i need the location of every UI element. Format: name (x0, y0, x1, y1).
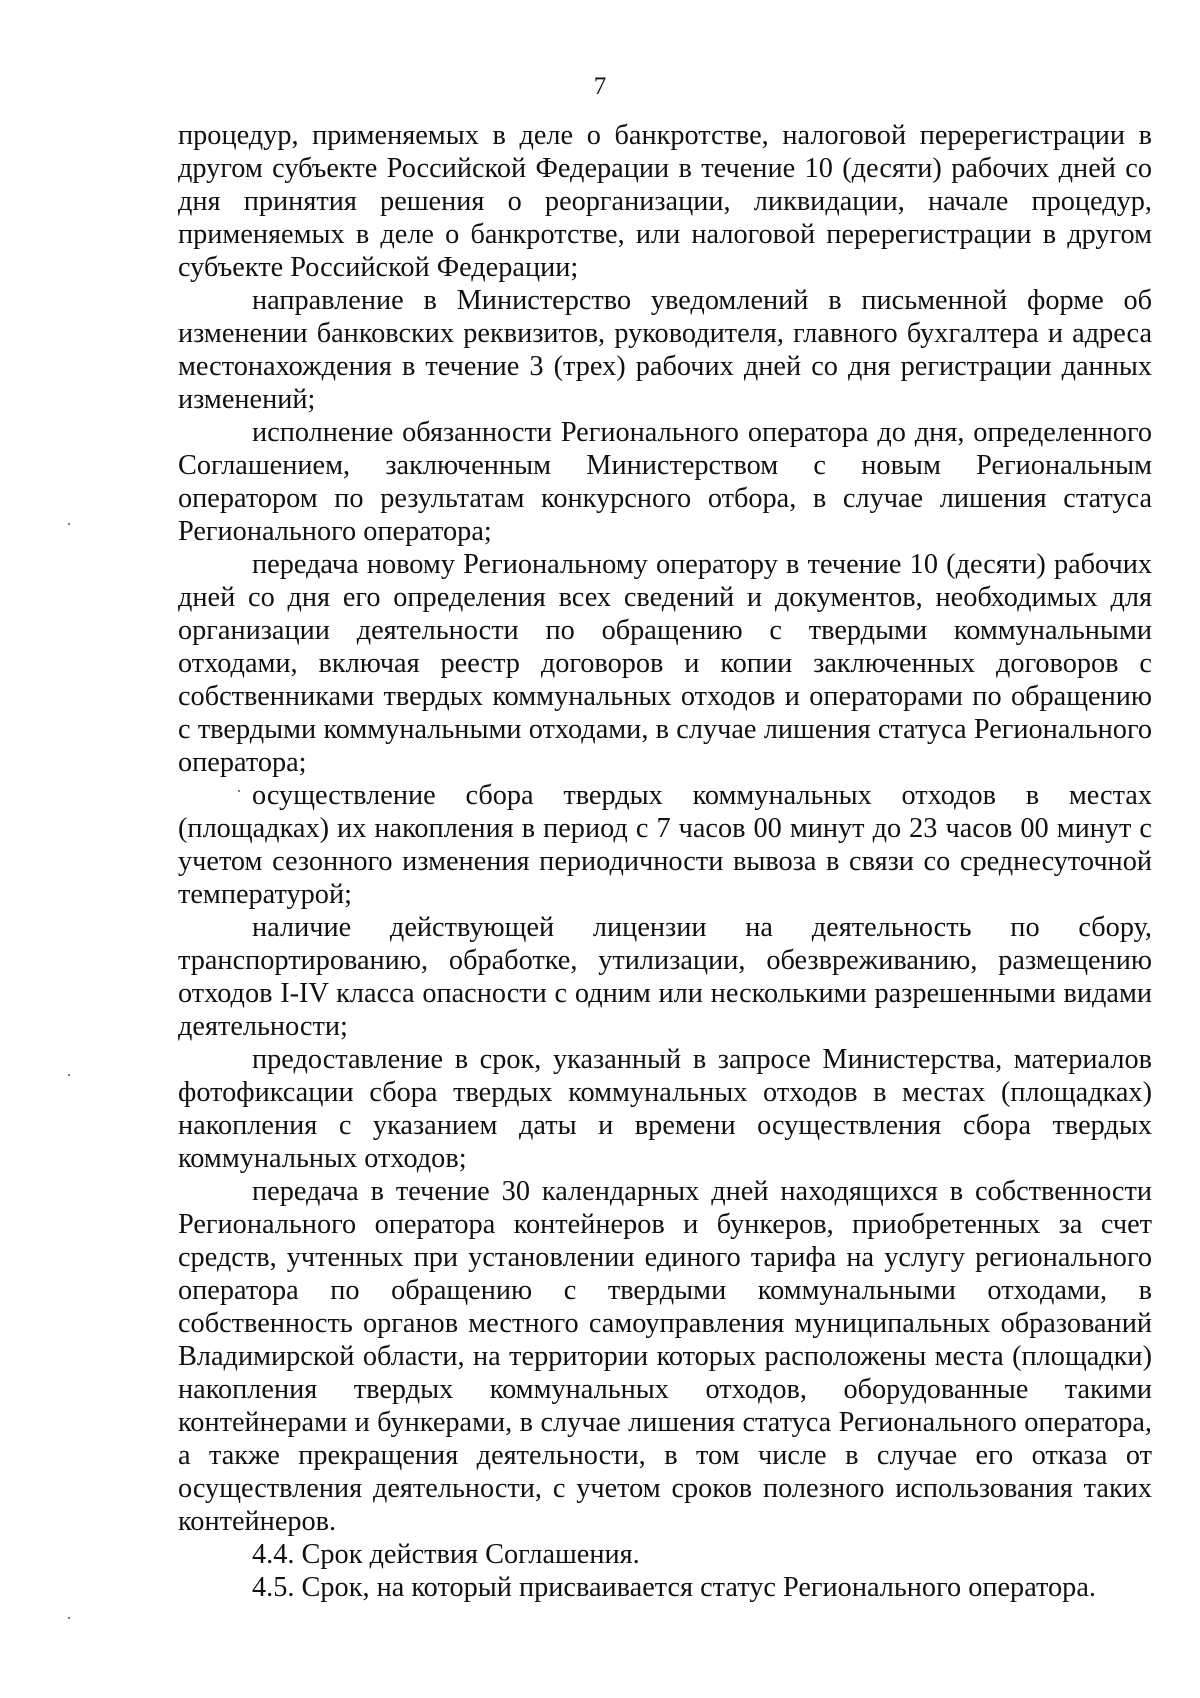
page-number: 7 (593, 73, 607, 100)
scan-speck (68, 523, 70, 525)
paragraph: предоставление в срок, указанный в запросе Министерства, материалов фотофиксации сбора твердых коммунальных отходов в местах (площадках) накопления с указанием даты и времени осуществления сбора твердых коммунальных отходов; (178, 1044, 1152, 1174)
paragraph: процедур, применяемых в деле о банкротстве, налоговой перерегистрации в другом субъекте Российской Федерации в течение 10 (десяти) рабочих дней со дня принятия решения о реорганизации, ликвидации, начале процедур, применяемых в деле о банкротстве, или налоговой перерегистрации в другом субъекте Российской Федерации; (178, 120, 1152, 283)
scan-speck (238, 790, 240, 792)
paragraph: наличие действующей лицензии на деятельность по сбору, транспортированию, обработке, утилизации, обезвреживанию, размещению отходов I-IV класса опасности с одним или несколькими разрешенными видами деятельности; (178, 912, 1152, 1042)
paragraph: 4.4. Срок действия Соглашения. (252, 1539, 640, 1570)
paragraph: направление в Министерство уведомлений в письменной форме об изменении банковских реквизитов, руководителя, главного бухгалтера и адреса местонахождения в течение 3 (трех) рабочих дней со дня регистрации данных изменений; (178, 285, 1152, 415)
paragraph: передача новому Региональному оператору в течение 10 (десяти) рабочих дней со дня его определения всех сведений и документов, необходимых для организации деятельности по обращению с твердыми коммунальными отходами, включая реестр договоров и копии заключенных договоров с собственниками твердых коммунальных отходов и операторами по обращению с твердыми коммунальными отходами, в случае лишения статуса Регионального оператора; (178, 549, 1152, 778)
paragraph: 4.5. Срок, на который присваивается статус Регионального оператора. (252, 1572, 1096, 1603)
paragraph: передача в течение 30 календарных дней находящихся в собственности Регионального оператора контейнеров и бункеров, приобретенных за счет средств, учтенных при установлении единого тарифа на услугу регионального оператора по обращению с твердыми коммунальными отходами, в собственность органов местного самоуправления муниципальных образований Владимирской области, на территории которых расположены места (площадки) накопления твердых коммунальных отходов, оборудованные такими контейнерами и бункерами, в случае лишения статуса Регионального оператора, а также прекращения деятельности, в том числе в случае его отказа от осуществления деятельности, с учетом сроков полезного использования таких контейнеров. (178, 1176, 1152, 1537)
paragraph: исполнение обязанности Регионального оператора до дня, определенного Соглашением, заключенным Министерством с новым Региональным оператором по результатам конкурсного отбора, в случае лишения статуса Регионального оператора; (178, 417, 1152, 547)
scan-speck (68, 1074, 70, 1076)
scan-speck (68, 1617, 70, 1619)
document-body (178, 119, 1152, 1604)
paragraph: осуществление сбора твердых коммунальных отходов в местах (площадках) их накопления в период с 7 часов 00 минут до 23 часов 00 минут с учетом сезонного изменения периодичности вывоза в связи со среднесуточной температурой; (178, 780, 1152, 910)
